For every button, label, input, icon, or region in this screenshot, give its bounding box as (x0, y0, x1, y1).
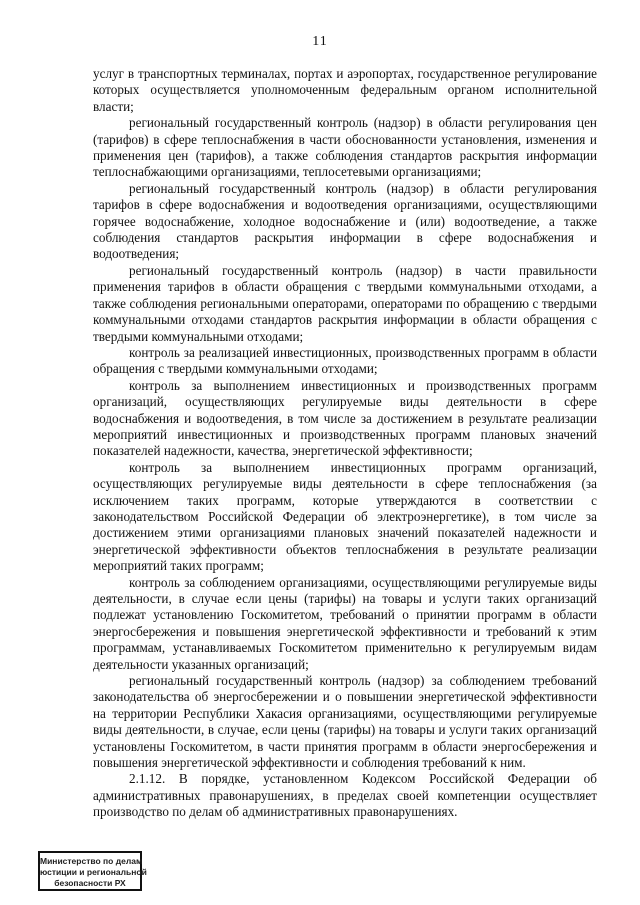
document-body (93, 66, 597, 821)
paragraph: 2.1.12. В порядке, установленном Кодексом Российской Федерации об административных правонарушениях, в пределах своей компетенции осуществляет производство по делам об административных правонарушениях. (93, 771, 597, 820)
paragraph: контроль за выполнением инвестиционных программ организаций, осуществляющих регулируемые виды деятельности в сфере теплоснабжения (за исключением таких программ, которые утверждаются в соответствии с законодательством Российской Федерации об электроэнергетике), в том числе за достижением этими организациями плановых значений показателей надежности и энергетической эффективности объектов теплоснабжения в результате реализации мероприятий таких программ; (93, 459, 597, 574)
stamp-line: безопасности РХ (54, 878, 126, 888)
paragraph: региональный государственный контроль (надзор) в области регулирования тарифов в сфере водоснабжения и водоотведения организациями, осуществляющими горячее водоснабжение, холодное водоснабжение и (или) водоотведение, а также соблюдения стандартов раскрытия информации в сфере водоснабжения и водоотведения; (93, 180, 597, 262)
page-number: 11 (312, 34, 328, 49)
paragraph: контроль за соблюдением организациями, осуществляющими регулируемые виды деятельности, в случае если цены (тарифы) на товары и услуги таких организаций подлежат установлению Госкомитетом, требований о принятии программ в области энергосбережения и повышения энергетической эффективности и требований к этим программам, устанавливаемых Госкомитетом применительно к регулируемым видам деятельности указанных организаций; (93, 574, 597, 672)
stamp-line: юстиции и региональной (40, 867, 147, 877)
paragraph: региональный государственный контроль (надзор) в области регулирования цен (тарифов) в сфере теплоснабжения в части обоснованности установления, изменения и применения цен (тарифов), а также соблюдения стандартов раскрытия информации теплоснабжающими организациями, теплосетевыми организациями; (93, 115, 597, 180)
paragraph: услуг в транспортных терминалах, портах и аэропортах, государственное регулирование которых осуществляется уполномоченным федеральным органом исполнительной власти; (93, 66, 597, 114)
paragraph: региональный государственный контроль (надзор) за соблюдением требований законодательства об энергосбережении и о повышении энергетической эффективности на территории Республики Хакасия организациями, осуществляющими регулируемые виды деятельности, в случае, если цены (тарифы) на товары и услуги таких организаций установлены Госкомитетом, в части принятия программ в области энергосбережения и повышения энергетической эффективности и соблюдения требований к ним. (93, 673, 597, 771)
paragraph: контроль за реализацией инвестиционных, производственных программ в области обращения с твердыми коммунальными отходами; (93, 344, 597, 377)
ministry-stamp (38, 851, 147, 891)
stamp-line: Министерство по делам (40, 856, 143, 866)
paragraph: контроль за выполнением инвестиционных и производственных программ организаций, осуществляющих регулируемые виды деятельности в сфере водоснабжения и водоотведения, в том числе за достижением в результате реализации мероприятий инвестиционных и производственных программ плановых значений показателей надежности, качества, энергетической эффективности; (93, 377, 597, 459)
paragraph: региональный государственный контроль (надзор) в части правильности применения тарифов в области обращения с твердыми коммунальными отходами, а также соблюдения региональными операторами, операторами по обращению с твердыми коммунальными отходами стандартов раскрытия информации в области обращения с твердыми коммунальными отходами; (93, 262, 597, 344)
